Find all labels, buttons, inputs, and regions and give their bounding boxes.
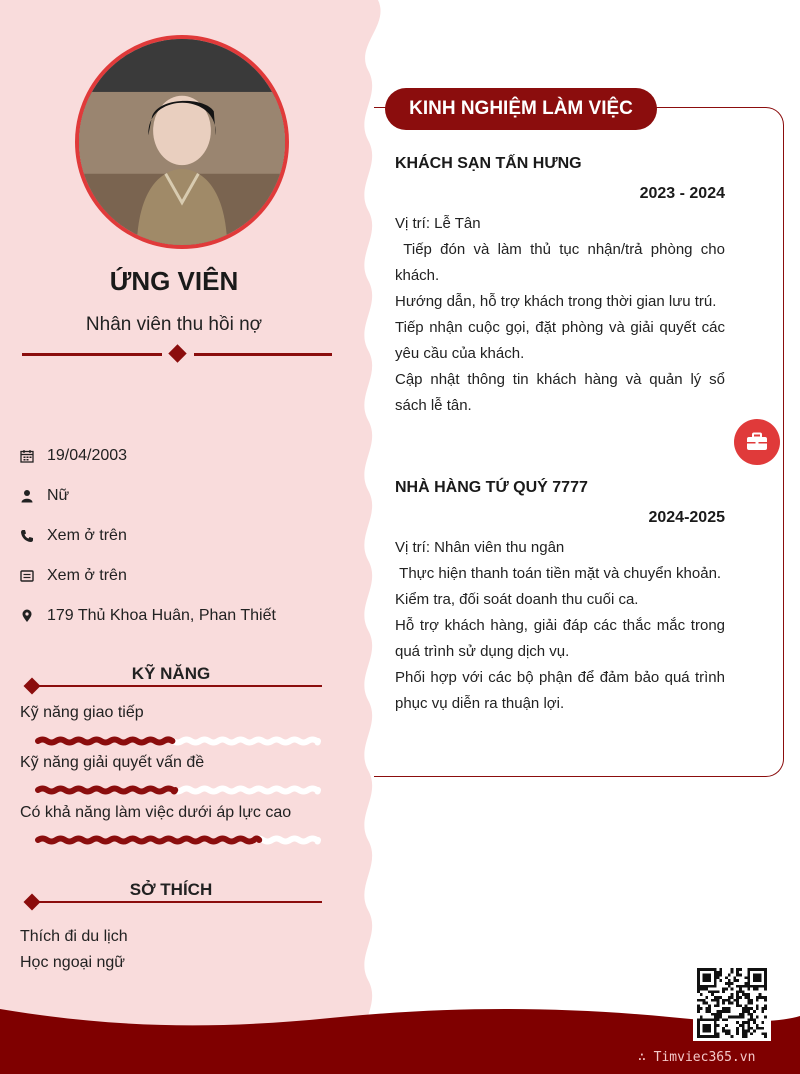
- job-years: 2024-2025: [648, 509, 725, 526]
- hobbies-heading: [20, 880, 322, 910]
- avatar-photo: [79, 39, 285, 245]
- contact-address: [20, 596, 340, 636]
- contact-value: Xem ở trên: [47, 567, 127, 584]
- job-duty: Tiếp đón và làm thủ tục nhận/trả phòng cho khách.: [395, 241, 730, 284]
- email-icon: [20, 569, 47, 583]
- candidate-name: ỨNG VIÊN: [109, 266, 239, 296]
- job-duty: Cập nhật thông tin khách hàng và quản lý sổ sách lễ tân.: [395, 371, 725, 414]
- job-company: NHÀ HÀNG TỨ QUÝ 7777: [395, 479, 588, 496]
- job-position: Vị trí: Nhân viên thu ngân: [395, 539, 565, 556]
- brand-watermark: ∴ Timviec365.vn: [638, 1050, 756, 1065]
- skill-fill: [38, 740, 172, 743]
- contact-email: [20, 556, 340, 596]
- contact-list: [20, 436, 340, 636]
- job-entry: [395, 155, 730, 419]
- phone-icon: [20, 529, 47, 543]
- skill-level-bar: [34, 734, 322, 748]
- skill-fill: [38, 839, 259, 842]
- hobby-item: Thích đi du lịch: [20, 928, 128, 945]
- job-years: 2023 - 2024: [639, 185, 725, 202]
- contact-value: Nữ: [47, 487, 70, 504]
- contact-birthdate: [20, 436, 340, 476]
- briefcase-icon: [734, 419, 780, 465]
- job-description: [395, 561, 725, 717]
- skill-fill: [38, 789, 175, 792]
- contact-value: Xem ở trên: [47, 527, 127, 544]
- qr-code-pattern: [696, 968, 768, 1038]
- name-divider: [22, 345, 332, 365]
- skills-heading: [20, 664, 322, 694]
- experience-heading: KINH NGHIỆM LÀM VIỆC: [385, 88, 657, 130]
- contact-phone: [20, 516, 340, 556]
- location-icon: [20, 609, 47, 623]
- qr-code[interactable]: [693, 965, 771, 1041]
- job-position: Vị trí: Lễ Tân: [395, 215, 481, 232]
- skill-level-bar: [34, 783, 322, 797]
- job-duty: Thực hiện thanh toán tiền mặt và chuyển khoản.: [395, 565, 722, 582]
- skill-name: Có khả năng làm việc dưới áp lực cao: [20, 804, 292, 821]
- skills-heading-label: KỸ NĂNG: [131, 664, 211, 683]
- calendar-icon: [20, 449, 47, 463]
- avatar: [75, 35, 289, 249]
- job-duty: Hướng dẫn, hỗ trợ khách trong thời gian lưu trú.: [395, 293, 717, 310]
- job-entry: [395, 479, 725, 717]
- user-icon: [20, 489, 47, 503]
- contact-value: 179 Thủ Khoa Huân, Phan Thiết: [47, 607, 276, 624]
- contact-value: 19/04/2003: [47, 447, 128, 464]
- hobby-item: Học ngoại ngữ: [20, 954, 125, 971]
- job-duty: Hỗ trợ khách hàng, giải đáp các thắc mắc trong quá trình sử dụng dịch vụ.: [395, 617, 725, 660]
- job-duty: Kiểm tra, đối soát doanh thu cuối ca.: [395, 591, 639, 608]
- contact-gender: [20, 476, 340, 516]
- hobbies-heading-label: SỞ THÍCH: [129, 880, 213, 899]
- job-duty: Tiếp nhận cuộc gọi, đặt phòng và giải quyết các yêu cầu của khách.: [395, 319, 725, 362]
- job-duty: Phối hợp với các bộ phận để đảm bảo quá trình phục vụ diễn ra thuận lợi.: [395, 669, 725, 712]
- skill-name: Kỹ năng giao tiếp: [20, 704, 144, 721]
- candidate-title: Nhân viên thu hồi nợ: [85, 314, 263, 335]
- skill-name: Kỹ năng giải quyết vấn đề: [20, 754, 205, 771]
- job-company: KHÁCH SẠN TẤN HƯNG: [395, 155, 582, 172]
- job-description: [395, 237, 730, 419]
- skill-level-bar: [34, 833, 322, 847]
